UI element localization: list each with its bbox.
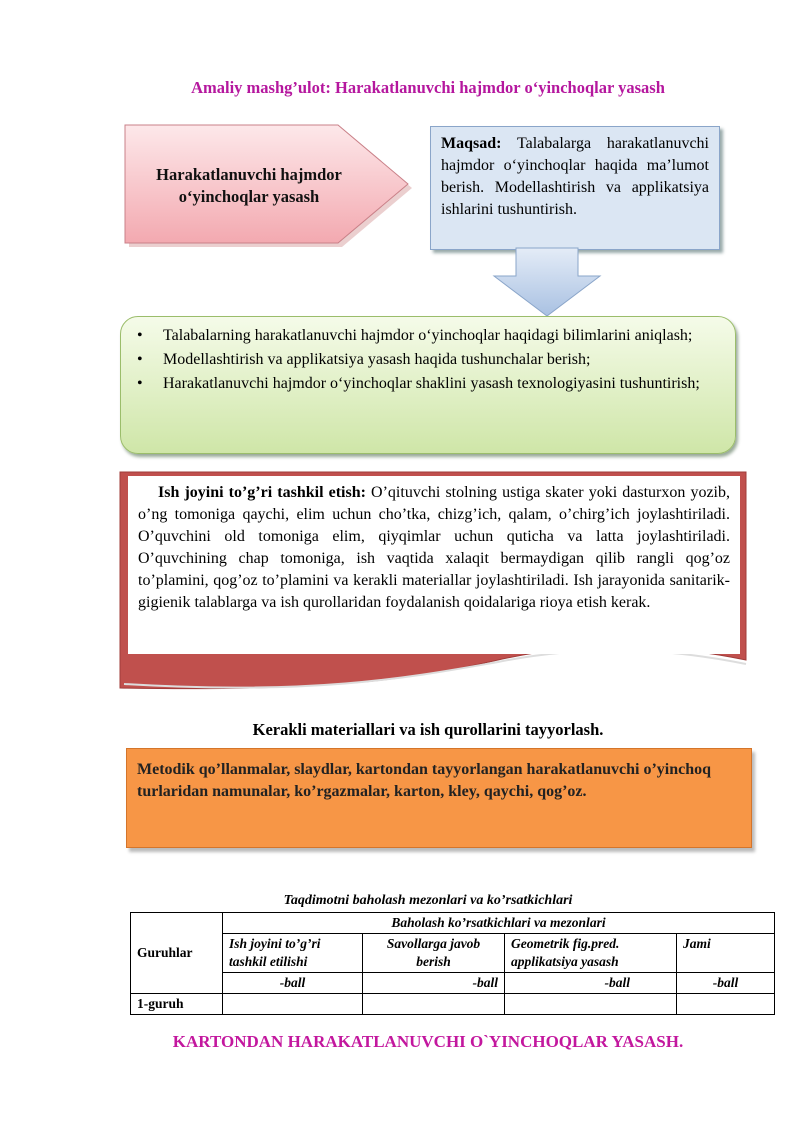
task-item	[135, 325, 721, 347]
group-label: 1-guruh	[131, 994, 223, 1015]
materials-text: Metodik qo’llanmalar, slaydlar, kartondan tayyorlangan harakatlanuvchi o’yinchoq turlaridan namunalar, ko’rgazmalar, karton, kley, qaychi, qog’oz.	[137, 761, 712, 800]
groups-header: Guruhlar	[131, 913, 223, 994]
bullet-icon: •	[137, 351, 143, 368]
ball-cell: -ball	[505, 973, 677, 994]
topic-line-1: Harakatlanuvchi hajmdor	[156, 165, 342, 184]
topic-line-2: o‘yinchoqlar yasash	[178, 187, 320, 206]
ball-cell: -ball	[223, 973, 363, 994]
task-text: Harakatlanuvchi hajmdor o‘yinchoqlar shaklini yasash texnologiyasini tushuntirish;	[163, 375, 700, 392]
ball-cell: -ball	[363, 973, 505, 994]
page-title: Amaliy mashg’ulot: Harakatlanuvchi hajmdor o‘yinchoqlar yasash	[191, 78, 665, 97]
task-item	[135, 373, 721, 395]
task-text: Modellashtirish va applikatsiya yasash haqida tushunchalar berish;	[163, 351, 591, 368]
table-caption: Taqdimotni baholash mezonlari va ko’rsatkichlari	[283, 893, 573, 908]
column-header: Ish joyini to’g’ri tashkil etilishi	[223, 934, 363, 973]
column-header: Jami	[677, 934, 775, 973]
workplace-text-block	[128, 476, 740, 654]
score-cell[interactable]	[363, 994, 505, 1015]
score-cell[interactable]	[505, 994, 677, 1015]
scores-table	[130, 912, 775, 1015]
workplace-text: O’qituvchi stolning ustiga skater yoki dasturxon yozib, o’ng tomoniga qaychi, elim uchun cho’tka, chizg’ich, qalam, o’chirg’ich joylashtiriladi. O’quvchini old tomoniga elim, qiyqimlar uchun quticha va latta joylashtiriladi. O’quvchining chap tomoniga, ish vaqtida xalaqit bermaydigan qilib rangli qog’oz to’plamini, qog’oz to’plamini va kerakli materiallar joylashtiriladi. Ish jarayonida sanitarik-gigienik talablarga va ish qurollaridan foydalanish qoidalariga rioya etish kerak.	[138, 484, 730, 611]
tasks-box	[120, 316, 736, 454]
section-title: KARTONDAN HARAKATLANUVCHI O`YINCHOQLAR YASASH.	[172, 1032, 684, 1051]
materials-box	[126, 748, 752, 848]
task-text: Talabalarning harakatlanuvchi hajmdor o‘yinchoqlar haqidagi bilimlarini aniqlash;	[163, 327, 693, 344]
goal-label: Maqsad:	[441, 135, 502, 152]
topic-arrow-box	[124, 124, 414, 248]
task-item	[135, 349, 721, 371]
workplace-label: Ish joyini to’g’ri tashkil etish:	[158, 484, 366, 501]
goal-box	[430, 126, 720, 250]
materials-heading: Kerakli materiallari va ish qurollarini tayyorlash.	[252, 720, 604, 739]
table-columns-row	[131, 934, 775, 973]
bullet-icon: •	[137, 375, 143, 392]
score-cell[interactable]	[677, 994, 775, 1015]
score-cell[interactable]	[223, 994, 363, 1015]
table-row	[131, 994, 775, 1015]
down-arrow-icon	[492, 246, 602, 318]
workplace-box	[118, 470, 754, 698]
column-header: Geometrik fig.pred. applikatsiya yasash	[505, 934, 677, 973]
ball-cell: -ball	[677, 973, 775, 994]
column-header: Savollarga javob berish	[363, 934, 505, 973]
tasks-list	[135, 325, 721, 395]
topic-arrow-label	[124, 164, 374, 208]
goal-text: Talabalarga harakatlanuvchi hajmdor o‘yinchoqlar haqida ma’lumot berish. Modellashtirish va applikatsiya ishlarini tushuntirish.	[441, 135, 709, 218]
table-header-row	[131, 913, 775, 934]
criteria-header: Baholash ko’rsatkichlari va mezonlari	[223, 913, 775, 934]
bullet-icon: •	[137, 327, 143, 344]
table-ball-row	[131, 973, 775, 994]
